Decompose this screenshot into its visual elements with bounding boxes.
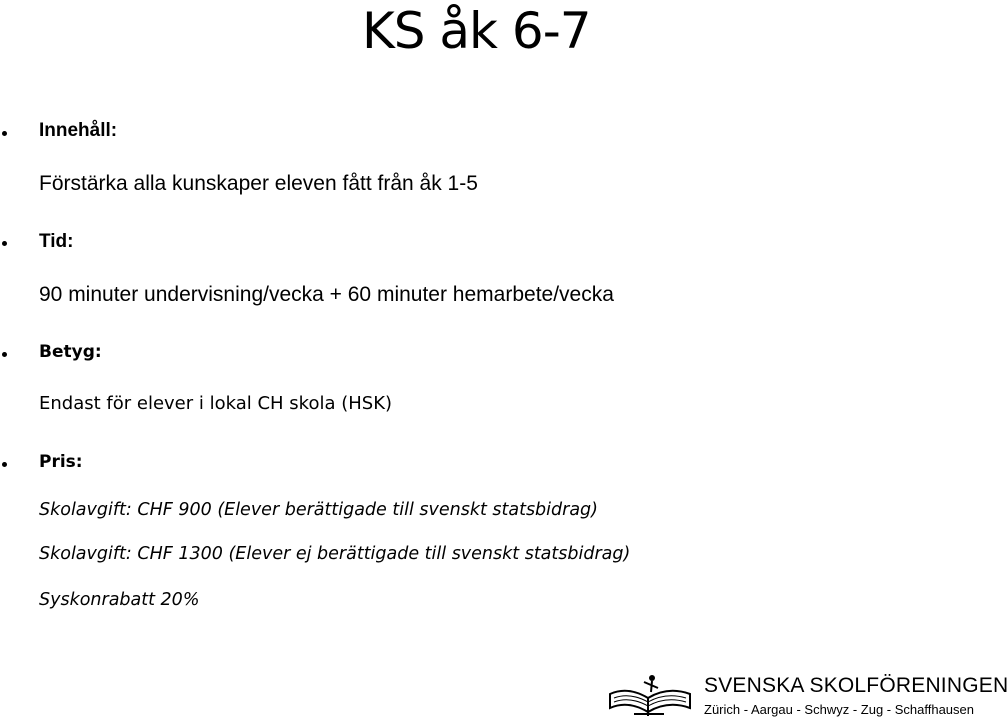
organization-name: SVENSKA SKOLFÖRENINGEN bbox=[704, 674, 1008, 697]
organization-locations: Zürich - Aargau - Schwyz - Zug - Schaffhausen bbox=[704, 702, 974, 717]
bullet-icon bbox=[2, 462, 7, 467]
section-heading-betyg: Betyg: bbox=[39, 342, 102, 362]
section-text-innehall: Förstärka alla kunskaper eleven fått från åk 1-5 bbox=[39, 172, 478, 195]
bullet-icon bbox=[2, 131, 7, 136]
price-line-2: Skolavgift: CHF 1300 (Elever ej berättigade till svenskt statsbidrag) bbox=[39, 544, 631, 564]
open-book-icon bbox=[604, 672, 696, 719]
section-text-betyg: Endast för elever i lokal CH skola (HSK) bbox=[39, 393, 393, 414]
sibling-discount-line: Syskonrabatt 20% bbox=[39, 590, 200, 610]
section-text-tid: 90 minuter undervisning/vecka + 60 minuter hemarbete/vecka bbox=[39, 283, 614, 306]
price-line-1: Skolavgift: CHF 900 (Elever berättigade till svenskt statsbidrag) bbox=[39, 500, 598, 520]
organization-logo bbox=[604, 672, 1008, 719]
bullet-icon bbox=[2, 352, 7, 357]
section-heading-innehall: Innehåll: bbox=[39, 120, 118, 141]
page-title: KS åk 6-7 bbox=[362, 2, 591, 60]
section-heading-pris: Pris: bbox=[39, 452, 83, 472]
bullet-icon bbox=[2, 241, 7, 246]
section-heading-tid: Tid: bbox=[39, 231, 74, 252]
